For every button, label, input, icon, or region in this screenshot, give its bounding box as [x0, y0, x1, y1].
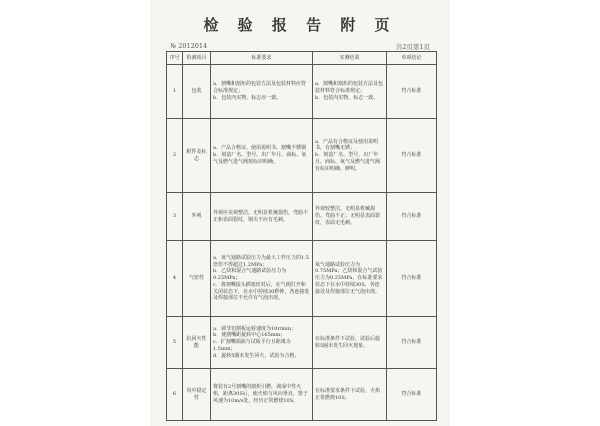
requirement-line: a．氧气通路试验压力为最大工作压力的1.5倍但不得超过1.2MPa； — [213, 254, 309, 268]
row-item: 风中稳定性 — [183, 369, 211, 421]
row-no: 4 — [167, 241, 183, 317]
header-item: 检测项目 — [183, 52, 211, 65]
table-row — [167, 241, 437, 317]
row-results — [313, 317, 387, 369]
table-row — [167, 193, 437, 241]
row-item: 包装 — [183, 65, 211, 119]
requirement-line: 将装有2号割嘴的割炬引燃，调成中性火焰，距离30S后，使火焰与风向垂直，置于风速为10m/s处，经历正常燃烧10S。 — [213, 384, 308, 404]
result-line: 氧气通路试验压力为0.75MPa；乙炔和混合气试验压力为0.25MPa，在标准要求状态下在水中持续30S，各连接处及焊接部位无气泡出现。 — [315, 261, 383, 295]
result-line: 在标准条件下试验，试验后旋转5圈未发生回火现象。 — [315, 335, 381, 349]
row-no: 5 — [167, 317, 183, 369]
row-conclusion: 符合标准 — [387, 241, 437, 317]
requirement-line: a．调节切割板运转速度为10r/min； — [213, 325, 296, 332]
row-item: 附件及标志 — [183, 119, 211, 193]
requirement-line: b．包装内实物，标志应一致。 — [213, 94, 282, 101]
row-requirements — [211, 193, 313, 241]
row-requirements — [211, 241, 313, 317]
table-row — [167, 317, 437, 369]
table-row — [167, 369, 437, 421]
row-item: 气密性 — [183, 241, 211, 317]
row-results — [313, 65, 387, 119]
row-requirements — [211, 65, 313, 119]
requirement-line: b．使割嘴距旋转中心165mm； — [213, 332, 286, 339]
row-conclusion: 符合标准 — [387, 65, 437, 119]
requirement-line: a．割嘴和割炬的包装方法及包装材料应符合标准规定； — [213, 81, 306, 95]
requirement-line: a．产品合格证、使用说明书、割嘴不锈钢 — [213, 145, 306, 152]
requirement-line: 外观应美观整洁，无明显机械损伤，弯曲不正和表面裂纹，钢尖不应有毛刺。 — [213, 209, 309, 223]
result-line: b．包装内实物、标志一致。 — [315, 94, 379, 101]
row-conclusion: 符合标准 — [387, 193, 437, 241]
inspection-table — [166, 51, 437, 421]
page-indicator: 共2页第1页 — [395, 43, 430, 51]
row-no: 3 — [167, 193, 183, 241]
requirement-line: c．将割嘴接头插塞密封后，在气阀打开和关闭状态下，在水中持续30秒钟，各连接处及焊接部位不允许有气泡出现。 — [213, 281, 310, 302]
result-line: a．产品有合格证及使用说明书，有割嘴无锈； — [315, 138, 378, 152]
result-line: a．割嘴和割炬的包装方法及包装材料符合标准规定； — [315, 81, 383, 95]
row-no: 2 — [167, 119, 183, 193]
header-results: 实测结果 — [313, 52, 387, 65]
header-no: 序号 — [167, 52, 183, 65]
table-row — [167, 119, 437, 193]
page-title: 检 验 报 告 附 页 — [203, 16, 397, 34]
row-item: 外观 — [183, 193, 211, 241]
requirement-line: b．刻造厂名、型号、出厂年月、商标、氧气及燃气进气阀按标识明确。 — [213, 152, 307, 165]
requirement-line: c．扩割嘴端面与试板平行且距离为1.5mm； — [213, 339, 291, 352]
row-requirements — [211, 317, 313, 369]
result-line: 在标准要求条件下试验，火焰正常燃烧10S。 — [315, 387, 381, 401]
row-conclusion: 符合标准 — [387, 317, 437, 369]
requirement-line: d．旋转5圈未发生回火，试验为合格。 — [213, 352, 300, 359]
row-results — [313, 119, 387, 193]
row-conclusion: 符合标准 — [387, 369, 437, 421]
row-results — [313, 193, 387, 241]
row-item: 抗回火性能 — [183, 317, 211, 369]
row-results — [313, 241, 387, 317]
row-no: 1 — [167, 65, 183, 119]
row-requirements — [211, 369, 313, 421]
row-no: 6 — [167, 369, 183, 421]
requirement-line: b．乙炔和混合气通路试验压力为0.25MPa； — [213, 268, 287, 282]
result-line: b．刻造厂名、型号、出厂年月、商标、氧气及燃气进气阀有标识明确、鲜明。 — [315, 152, 381, 172]
header-conclusion: 单项结论 — [387, 52, 437, 65]
row-requirements — [211, 119, 313, 193]
row-results — [313, 369, 387, 421]
row-conclusion: 符合标准 — [387, 119, 437, 193]
report-number: № 2012014 — [170, 42, 208, 50]
result-line: 外观较整洁，无明显机械损伤、弯曲不正；无明显表面裂纹，表面无毛刺。 — [315, 206, 381, 226]
report-sheet — [150, 0, 450, 426]
table-header-row — [167, 52, 437, 65]
table-row — [167, 65, 437, 119]
header-requirements: 标准要求 — [211, 52, 313, 65]
